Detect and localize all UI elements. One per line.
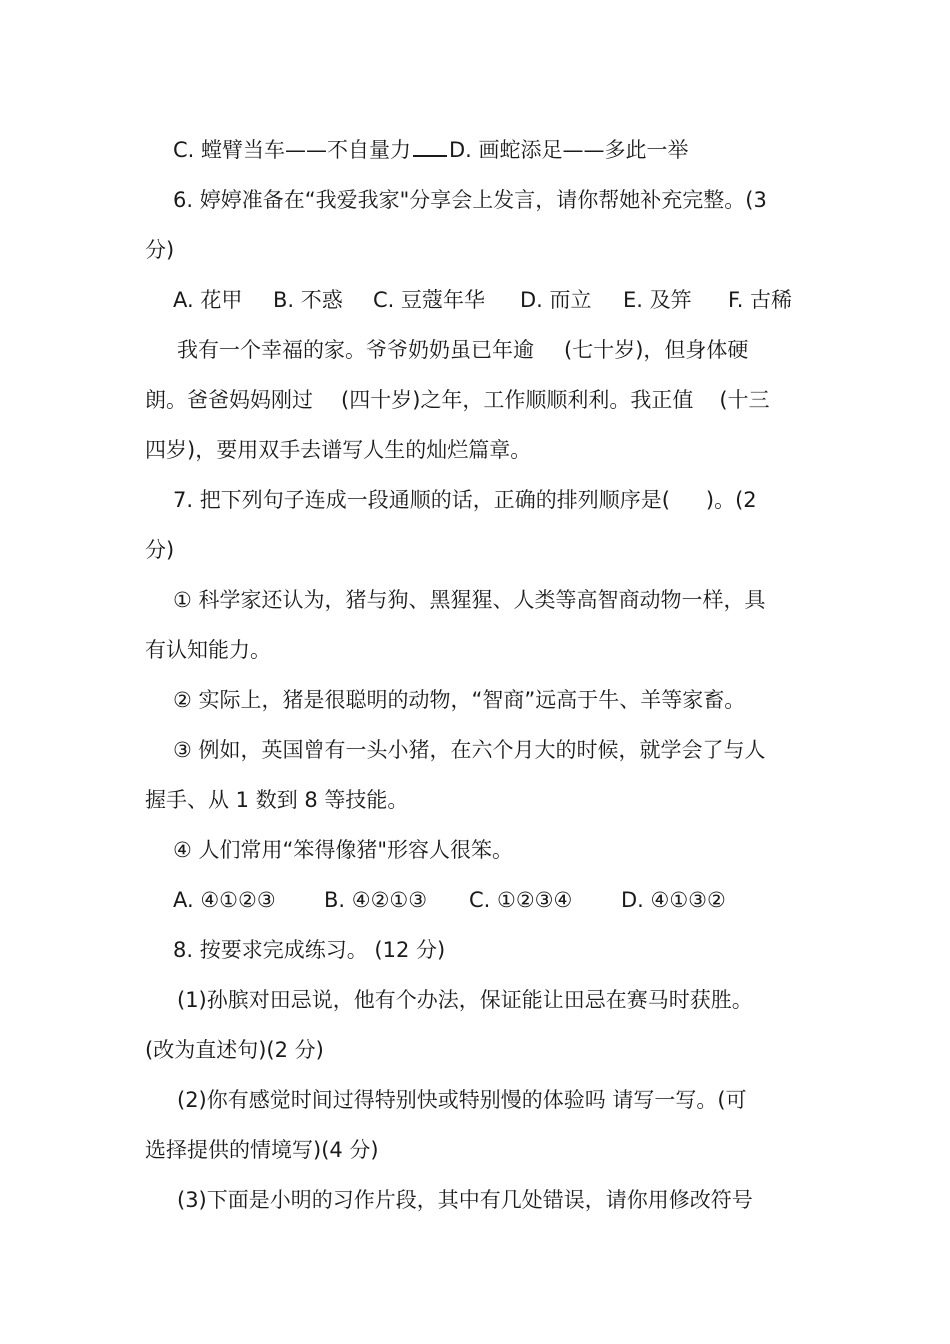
option-d: D. ④①③② (621, 888, 726, 912)
question-7-stem: 7. 把下列句子连成一段通顺的话，正确的排列顺序是( )。(2 (173, 488, 757, 512)
passage-line-1: 我有一个幸福的家。爷爷奶奶虽已年逾 (七十岁)，但身体硬 (177, 338, 749, 362)
sentence-4: ④ 人们常用“笨得像猪"形容人很笨。 (173, 838, 514, 862)
question-6-options (173, 285, 813, 315)
question-8-part-1: (1)孙膑对田忌说，他有个办法，保证能让田忌在赛马时获胜。 (177, 988, 753, 1012)
question-6-stem-cont: 分) (145, 238, 175, 262)
question-8-part-2: (2)你有感觉时间过得特别快或特别慢的体验吗 请写一写。(可 (177, 1088, 747, 1112)
sentence-2: ② 实际上，猪是很聪明的动物，“智商”远高于牛、羊等家畜。 (173, 688, 746, 712)
option-f: F. 古稀 (728, 288, 793, 312)
question-7-stem-cont: 分) (145, 538, 175, 562)
question-8-stem: 8. 按要求完成练习。 (12 分) (173, 938, 446, 962)
option-c: C. 豆蔻年华 (373, 288, 486, 312)
option-b: B. ④②①③ (324, 888, 428, 912)
blank-underline (413, 135, 447, 157)
option-c-idiom: C. 螳臂当车——不自量力 (173, 138, 412, 162)
option-c: C. ①②③④ (469, 888, 573, 912)
passage-line-2: 朗。爸爸妈妈刚过 (四十岁)之年，工作顺顺利利。我正值 (十三 (145, 388, 770, 412)
option-a: A. 花甲 (173, 288, 243, 312)
passage-line-3: 四岁)，要用双手去谱写人生的灿烂篇章。 (145, 438, 532, 462)
option-d-idiom: D. 画蛇添足——多此一举 (449, 138, 689, 162)
sentence-3-cont: 握手、从 1 数到 8 等技能。 (145, 788, 409, 812)
sentence-1-cont: 有认知能力。 (145, 638, 271, 662)
question-6-stem: 6. 婷婷准备在“我爱我家"分享会上发言，请你帮她补充完整。(3 (173, 188, 767, 212)
sentence-3: ③ 例如，英国曾有一头小猪，在六个月大的时候，就学会了与人 (173, 738, 766, 762)
question-7-options (173, 885, 813, 915)
question-8-part-3: (3)下面是小明的习作片段，其中有几处错误，请你用修改符号 (177, 1188, 753, 1212)
option-a: A. ④①②③ (173, 888, 276, 912)
option-e: E. 及笄 (623, 288, 692, 312)
option-d: D. 而立 (520, 288, 592, 312)
sentence-1: ① 科学家还认为，猪与狗、黑猩猩、人类等高智商动物一样，具 (173, 588, 766, 612)
question-8-part-2-cont: 选择提供的情境写)(4 分) (145, 1138, 379, 1162)
line-idiom-options (173, 135, 813, 165)
option-b: B. 不惑 (273, 288, 343, 312)
question-8-part-1-cont: (改为直述句)(2 分) (145, 1038, 324, 1062)
